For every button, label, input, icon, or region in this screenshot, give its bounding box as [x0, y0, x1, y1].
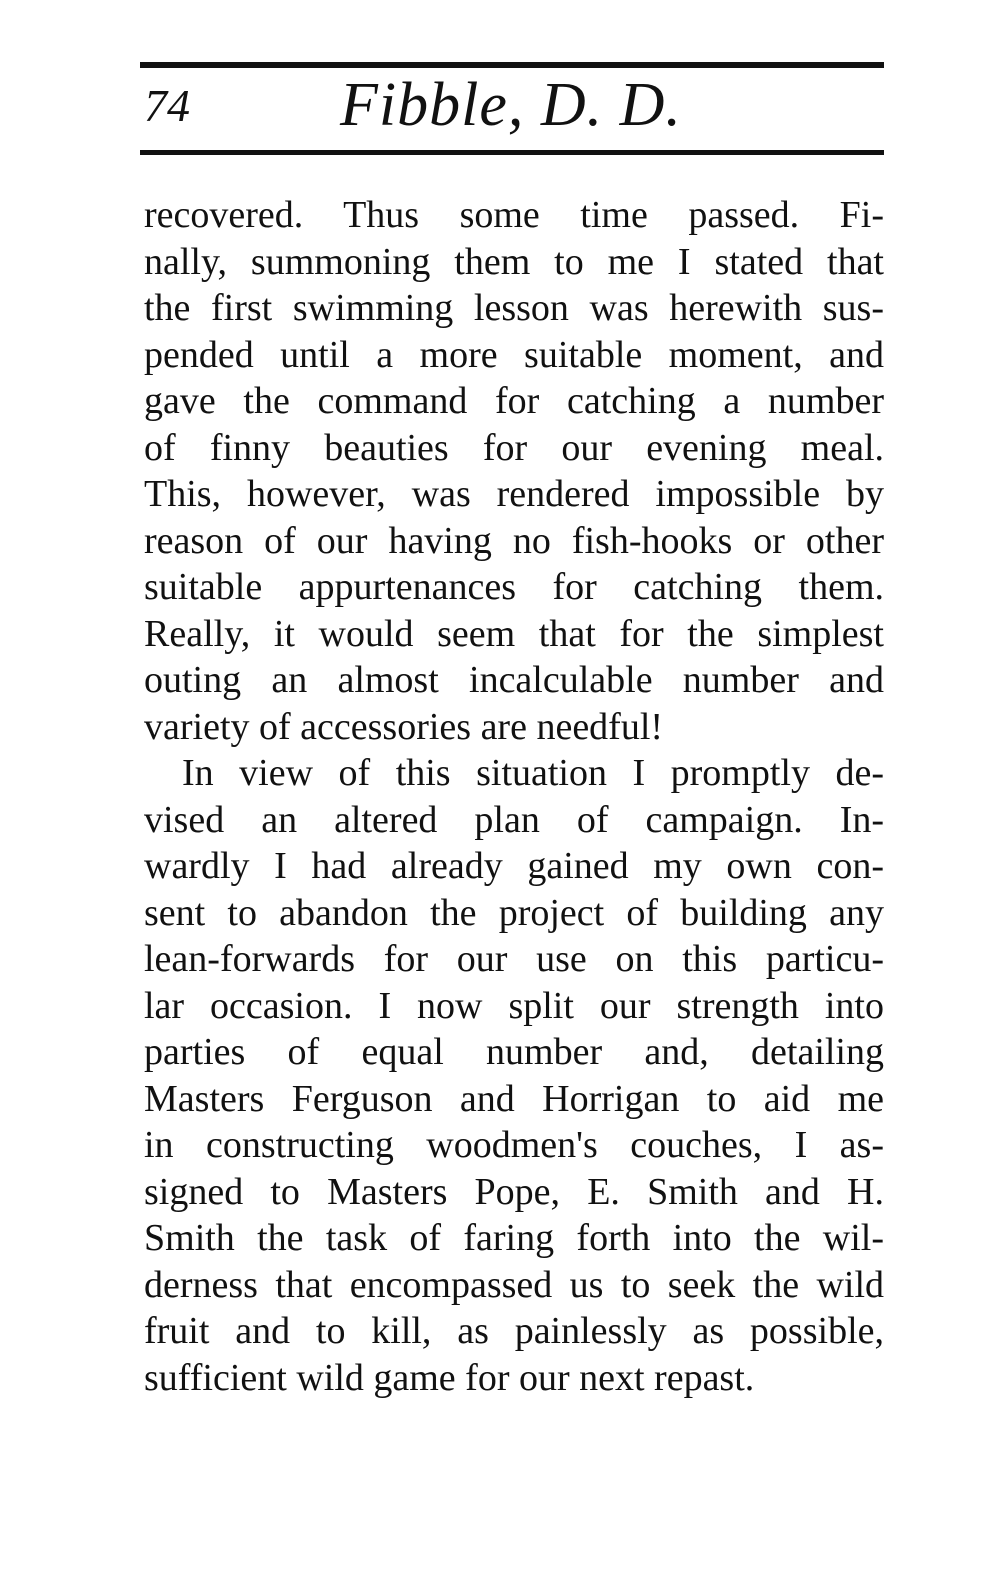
text-line: vised an altered plan of campaign. In- — [144, 798, 884, 841]
text-line: pended until a more suitable moment, and — [144, 333, 884, 376]
text-line: gave the command for catching a number — [144, 380, 884, 422]
text-line: Really, it would seem that for the simplest — [144, 612, 884, 655]
running-header — [140, 70, 884, 146]
text-line: variety of accessories are needful! — [144, 705, 664, 748]
text-line: lean-forwards for our use on this particu- — [144, 938, 884, 980]
header-top-rule — [140, 62, 884, 68]
text-line: the first swimming lesson was herewith sus- — [144, 287, 884, 329]
text-line: of finny beauties for our evening meal. — [144, 426, 884, 469]
text-line: sent to abandon the project of building any — [144, 891, 884, 934]
text-line: In view of this situation I promptly de- — [182, 752, 884, 794]
running-title: Fibble, D. D. — [340, 71, 682, 139]
text-line: derness that encompassed us to seek the wild — [144, 1263, 884, 1306]
text-line: suitable appurtenances for catching them. — [144, 566, 884, 608]
text-line: Masters Ferguson and Horrigan to aid me — [144, 1077, 884, 1120]
text-line: in constructing woodmen's couches, I as- — [144, 1124, 884, 1166]
paragraph-1 — [144, 192, 884, 750]
text-line: wardly I had already gained my own con- — [144, 845, 884, 887]
body-text — [144, 192, 884, 1401]
text-line: nally, summoning them to me I stated that — [144, 240, 884, 283]
text-line: parties of equal number and, detailing — [144, 1031, 884, 1073]
text-line: lar occasion. I now split our strength into — [144, 984, 884, 1027]
text-line: sufficient wild game for our next repast. — [144, 1356, 755, 1399]
text-line: outing an almost incalculable number and — [144, 659, 884, 701]
text-line: This, however, was rendered impossible by — [144, 473, 884, 515]
text-line: Smith the task of faring forth into the wil- — [144, 1217, 884, 1259]
paragraph-2 — [144, 750, 884, 1401]
text-line: recovered. Thus some time passed. Fi- — [144, 194, 884, 236]
text-line: fruit and to kill, as painlessly as possible, — [144, 1310, 884, 1352]
text-line: signed to Masters Pope, E. Smith and H. — [144, 1170, 884, 1213]
header-bottom-rule — [140, 150, 884, 155]
page-number: 74 — [144, 80, 190, 131]
text-line: reason of our having no fish-hooks or other — [144, 519, 884, 562]
